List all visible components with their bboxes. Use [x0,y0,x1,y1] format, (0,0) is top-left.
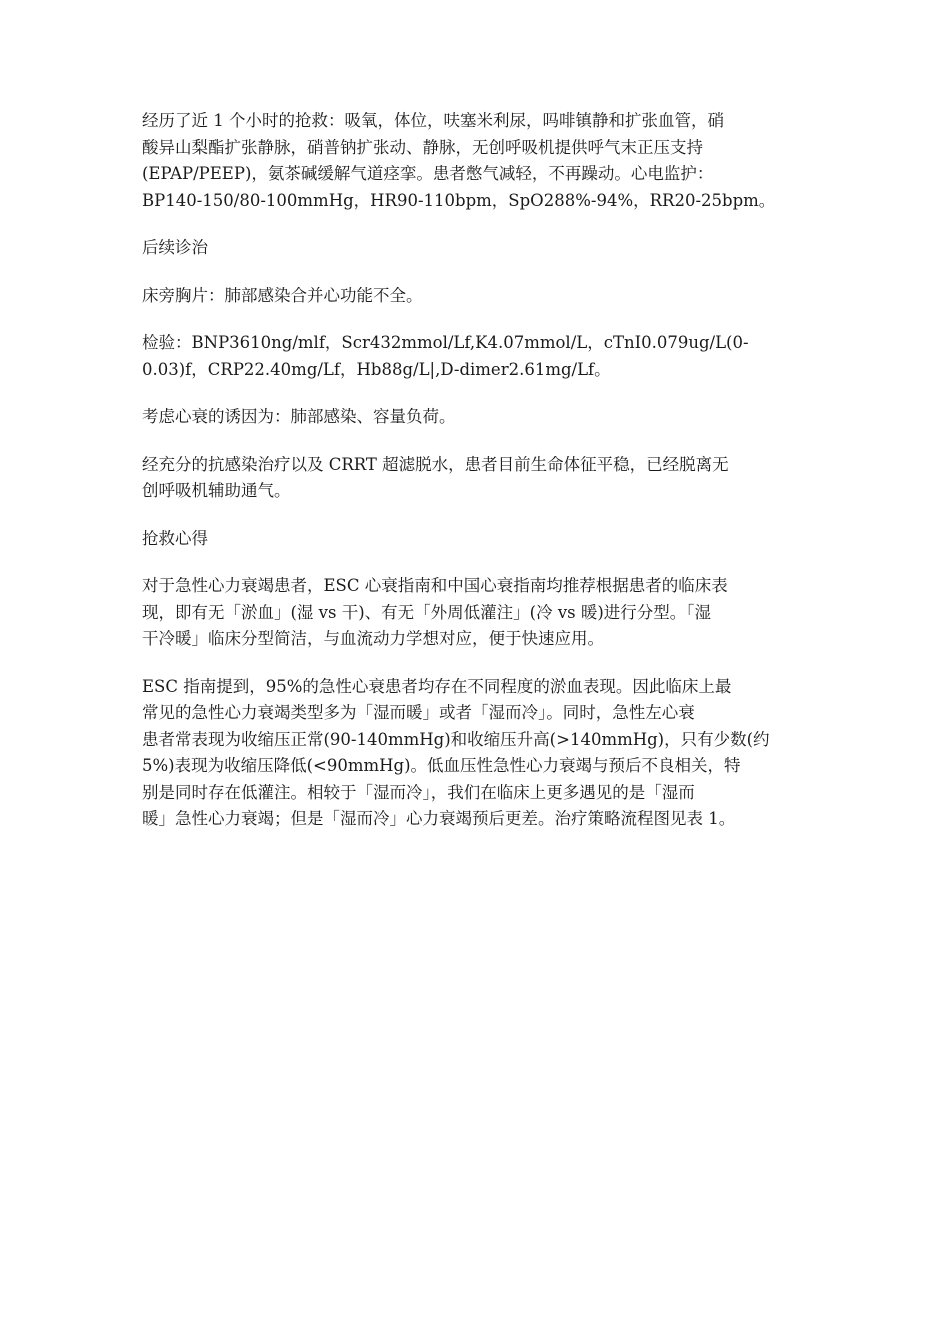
text-line: ESC 指南提到，95%的急性心衰患者均存在不同程度的淤血表现。因此临床上最 [142,676,732,696]
text-line: 常见的急性心力衰竭类型多为「湿而暖」或者「湿而冷」。同时，急性左心衰 [142,703,695,722]
text-line: 别是同时存在低灌注。相较于「湿而冷」，我们在临床上更多遇见的是「湿而 [142,782,695,802]
paragraph-lab-tests [142,330,822,383]
text-line: 暖」急性心力衰竭；但是「湿而冷」心力衰竭预后更差。治疗策略流程图见表 1。 [142,809,736,828]
heading-text: 后续诊治 [142,238,208,257]
paragraph-esc-guideline [142,674,822,833]
text-line: 5%)表现为收缩压降低(<90mmHg)。低血压性急性心力衰竭与预后不良相关，特 [142,756,741,775]
text-line: 床旁胸片：肺部感染合并心功能不全。 [142,285,423,305]
heading-text: 抢救心得 [142,528,208,548]
text-line: 现，即有无「淤血」(湿 vs 干)、有无「外周低灌注」(冷 vs 暖)进行分型。「湿 [142,602,712,622]
text-line: 干冷暖」临床分型简洁，与血流动力学想对应，便于快速应用。 [142,629,604,648]
text-line: 检验：BNP3610ng/mlf，Scr432mmol/Lf,K4.07mmol/L，cTnI0.079ug/L(0- [142,333,749,352]
paragraph-cause [142,404,822,431]
document-body [142,108,822,854]
text-line: 患者常表现为收缩压正常(90-140mmHg)和收缩压升高(>140mmHg)，只有少数(约 [142,729,770,749]
text-line: 经充分的抗感染治疗以及 CRRT 超滤脱水，患者目前生命体征平稳，已经脱离无 [142,454,729,474]
paragraph-chest-xray [142,283,822,310]
text-line: 考虑心衰的诱因为：肺部感染、容量负荷。 [142,407,456,426]
paragraph-treatment-outcome [142,452,822,505]
text-line: 0.03)f，CRP22.40mg/Lf，Hb88g/L|,D-dimer2.61mg/Lf。 [142,359,611,379]
section-heading-follow-up [142,235,822,262]
text-line: BP140-150/80-100mmHg，HR90-110bpm，SpO288%-94%，RR20-25bpm。 [142,190,776,210]
section-heading-experience [142,526,822,553]
paragraph-rescue-summary [142,108,822,214]
text-line: 对于急性心力衰竭患者，ESC 心衰指南和中国心衰指南均推荐根据患者的临床表 [142,576,728,595]
text-line: 酸异山梨酯扩张静脉，硝普钠扩张动、静脉，无创呼吸机提供呼气末正压支持 [142,137,703,157]
paragraph-classification [142,573,822,653]
text-line: 经历了近 1 个小时的抢救：吸氧，体位，呋塞米利尿，吗啡镇静和扩张血管，硝 [142,111,724,130]
text-line: (EPAP/PEEP)，氨茶碱缓解气道痉挛。患者憋气减轻，不再躁动。心电监护： [142,164,714,183]
text-line: 创呼吸机辅助通气。 [142,481,291,500]
